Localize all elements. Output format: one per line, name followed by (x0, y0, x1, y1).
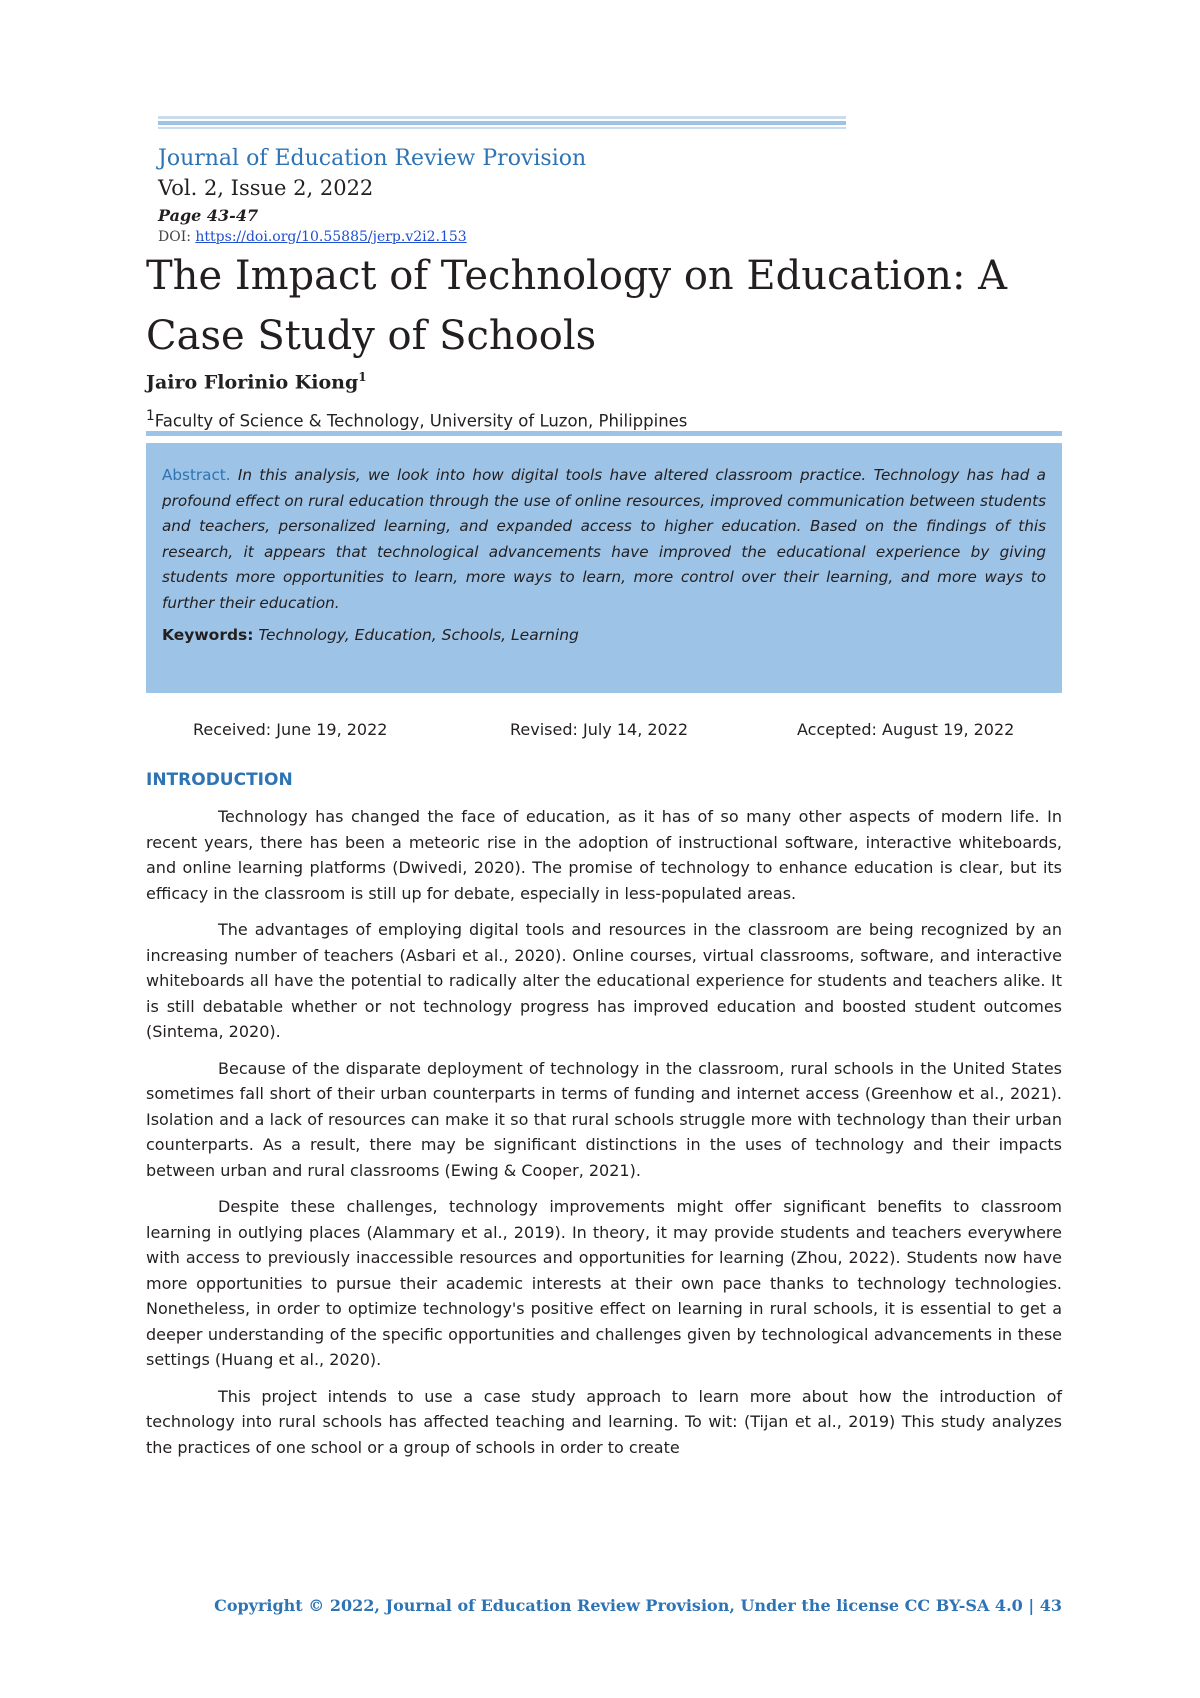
author-name (146, 370, 367, 393)
keywords-list: Technology, Education, Schools, Learning (253, 626, 579, 644)
introduction-body (146, 804, 1062, 1471)
section-heading-introduction: INTRODUCTION (146, 770, 293, 790)
affiliation-text: Faculty of Science & Technology, University of Luzon, Philippines (154, 411, 688, 431)
body-paragraph: This project intends to use a case study approach to learn more about how the introduction of technology into rural schools has affected teaching and learning. To wit: (Tijan et al., 2019) This study analyzes the practices of one school or a group of schools in order to create (146, 1386, 1062, 1457)
body-paragraph: The advantages of employing digital tools and resources in the classroom are being recognized by an increasing number of teachers (Asbari et al., 2020). Online courses, virtual classrooms, software, and interactive whiteboards all have the potential to radically alter the educational experience for students and teachers alike. It is still debatable whether or not technology progress has improved education and boosted student outcomes (Sintema, 2020). (146, 920, 1062, 1041)
abstract-rule (146, 431, 1062, 436)
body-paragraph: Despite these challenges, technology improvements might offer significant benefits to classroom learning in outlying places (Alammary et al., 2019). In theory, it may provide students and teachers everywhere with access to previously inaccessible resources and opportunities for learning (Zhou, 2022). Students now have more opportunities to pursue their academic interests at their own pace thanks to technology technologies. Nonetheless, in order to optimize technology's positive effect on learning in rural schools, it is essential to get a deeper understanding of the specific opportunities and challenges given by technological advancements in these settings (Huang et al., 2020). (146, 1197, 1062, 1369)
received-date: Received: June 19, 2022 (193, 720, 388, 739)
revised-date: Revised: July 14, 2022 (510, 720, 689, 739)
page-range: Page 43-47 (158, 206, 259, 225)
author-affiliation (146, 408, 687, 431)
author-affiliation-mark: 1 (358, 370, 367, 384)
copyright-footer: Copyright © 2022, Journal of Education Review Provision, Under the license CC BY-SA 4.0 | 43 (214, 1596, 1062, 1615)
header-rule (158, 116, 846, 129)
keywords-line (162, 626, 1046, 644)
abstract-body: In this analysis, we look into how digital tools have altered classroom practice. Technology has had a profound effect on rural education through the use of online resources, improved communication between students and teachers, personalized learning, and expanded access to higher education. Based on the findings of this research, it appears that technological advancements have improved the educational experience by giving students more opportunities to learn, more ways to learn, more control over their learning, and more ways to further their education. (162, 466, 1046, 612)
volume-issue: Vol. 2, Issue 2, 2022 (158, 176, 374, 200)
keywords-label: Keywords: (162, 626, 254, 644)
abstract-box (146, 443, 1062, 693)
affiliation-mark: 1 (146, 408, 155, 424)
abstract-text (162, 463, 1046, 616)
author-name-text: Jairo Florinio Kiong (146, 371, 359, 394)
doi-label: DOI: (158, 229, 196, 245)
abstract-label: Abstract. (162, 466, 231, 484)
doi-line (158, 229, 467, 245)
paper-title: The Impact of Technology on Education: A Case Study of Schools (146, 253, 1008, 359)
doi-link[interactable]: https://doi.org/10.55885/jerp.v2i2.153 (195, 229, 467, 245)
body-paragraph: Because of the disparate deployment of technology in the classroom, rural schools in the United States sometimes fall short of their urban counterparts in terms of funding and internet access (Greenhow et al., 2021). Isolation and a lack of resources can make it so that rural schools struggle more with technology than their urban counterparts. As a result, there may be significant distinctions in the uses of technology and their impacts between urban and rural classrooms (Ewing & Cooper, 2021). (146, 1058, 1062, 1180)
accepted-date: Accepted: August 19, 2022 (797, 720, 1015, 739)
journal-name: Journal of Education Review Provision (158, 146, 587, 171)
body-paragraph: Technology has changed the face of education, as it has of so many other aspects of modern life. In recent years, there has been a meteoric rise in the adoption of instructional software, interactive whiteboards, and online learning platforms (Dwivedi, 2020). The promise of technology to enhance education is clear, but its efficacy in the classroom is still up for debate, especially in less-populated areas. (146, 807, 1062, 903)
